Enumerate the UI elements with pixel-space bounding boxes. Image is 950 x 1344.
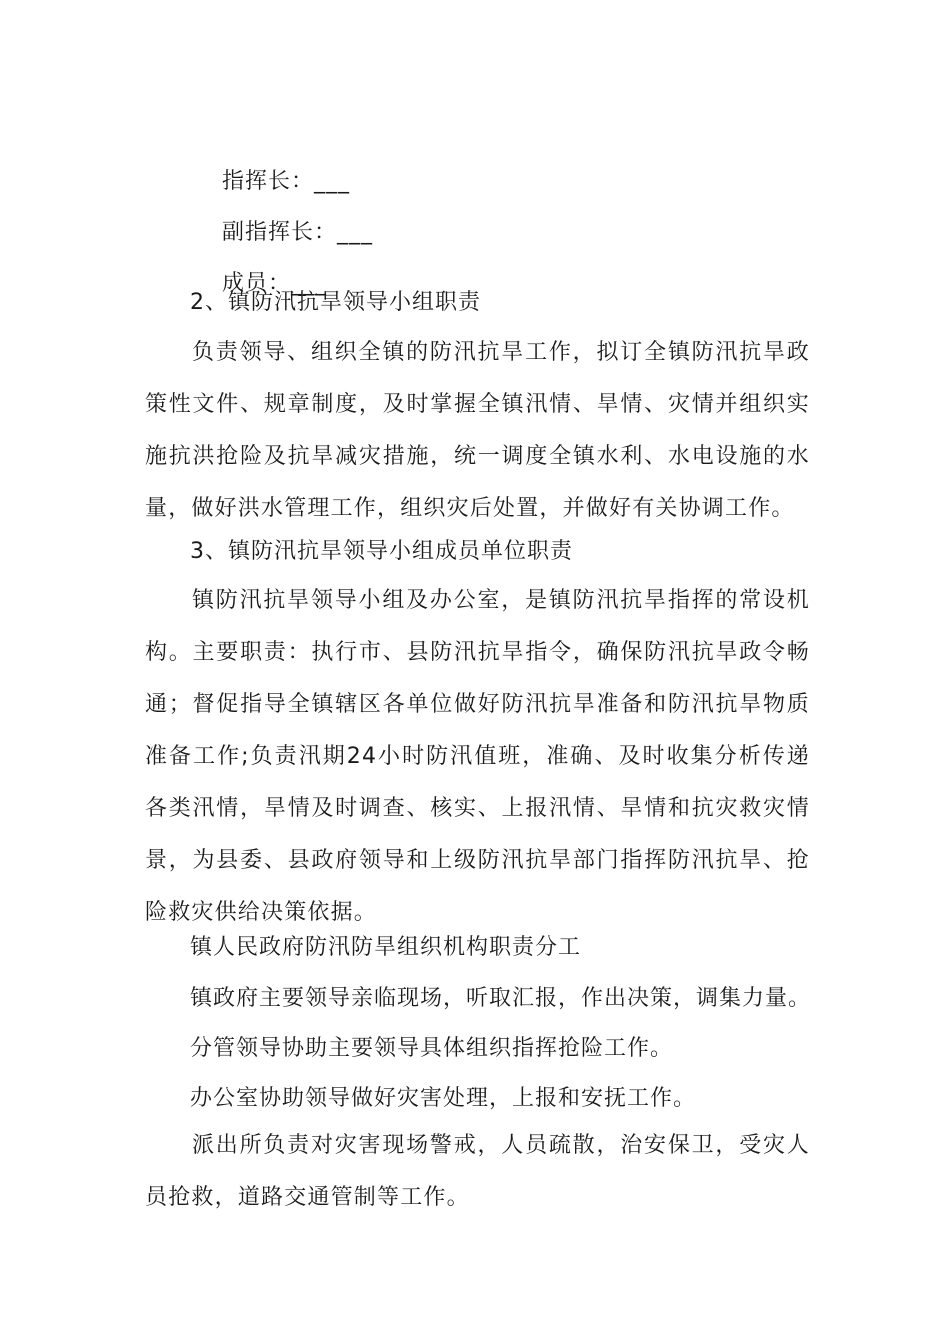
section-2-heading: 2、镇防汛抗旱领导小组职责 bbox=[190, 290, 481, 315]
commander-label: 指挥长： bbox=[221, 169, 314, 194]
division-heading: 镇人民政府防汛防旱组织机构职责分工 bbox=[190, 935, 582, 960]
members-blank: ___ bbox=[291, 271, 327, 296]
section-3-body: 镇防汛抗旱领导小组及办公室，是镇防汛抗旱指挥的常设机构。主要职责：执行市、县防汛抗旱指令，确保防汛抗旱政令畅通；督促指导全镇辖区各单位做好防汛抗旱准备和防汛抗旱物质准备工作;负责汛期24小时防汛值班，准确、及时收集分析传递各类汛情，旱情及时调查、核实、上报汛情、旱情和抗灾救灾情景，为县委、县政府领导和上级防汛抗旱部门指挥防汛抗旱、抢险救灾供给决策依据。 bbox=[145, 588, 810, 925]
section-2-body: 负责领导、组织全镇的防汛抗旱工作，拟订全镇防汛抗旱政策性文件、规章制度，及时掌握全镇汛情、旱情、灾情并组织实施抗洪抢险及抗旱减灾措施，统一调度全镇水利、水电设施的水量，做好洪水管理工作，组织灾后处置，并做好有关协调工作。 bbox=[145, 340, 810, 521]
section-3-heading: 3、镇防汛抗旱领导小组成员单位职责 bbox=[190, 539, 573, 564]
commander-blank: ___ bbox=[314, 169, 350, 194]
division-item-2: 分管领导协助主要领导具体组织指挥抢险工作。 bbox=[190, 1036, 674, 1061]
division-item-4: 派出所负责对灾害现场警戒，人员疏散，治安保卫，受灾人员抢救，道路交通管制等工作。 bbox=[145, 1133, 810, 1210]
members-label: 成员： bbox=[221, 271, 291, 296]
division-item-1: 镇政府主要领导亲临现场，听取汇报，作出决策，调集力量。 bbox=[190, 986, 812, 1011]
deputy-commander-label: 副指挥长： bbox=[221, 220, 337, 245]
deputy-commander-blank: ___ bbox=[337, 220, 373, 245]
division-item-3: 办公室协助领导做好灾害处理，上报和安抚工作。 bbox=[190, 1086, 697, 1111]
